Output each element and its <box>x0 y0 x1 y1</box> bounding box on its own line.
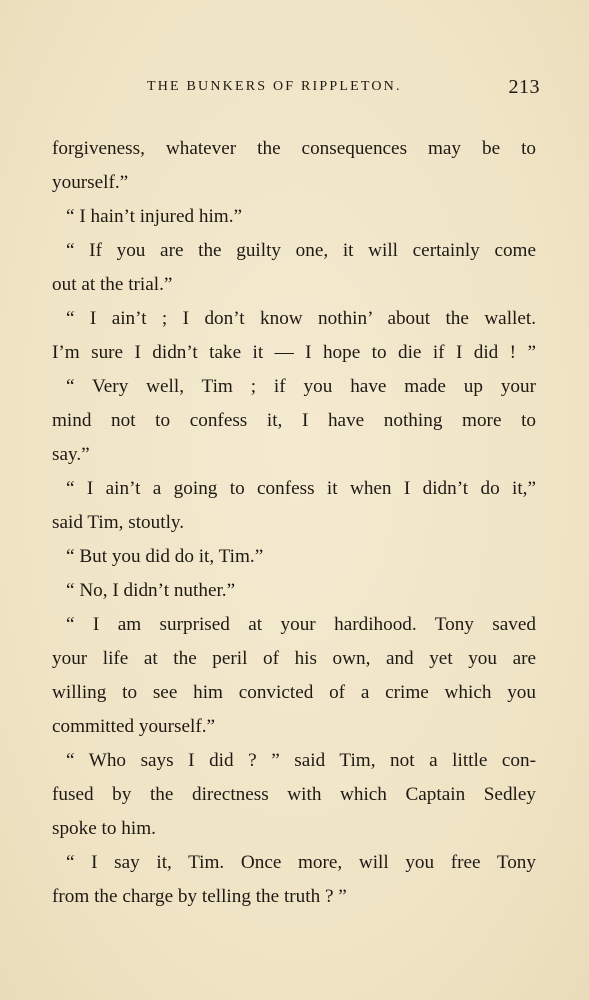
text-line: “ I am surprised at your hardihood. Tony saved <box>66 614 536 635</box>
text-line: from the charge by telling the truth ? ” <box>52 886 347 907</box>
text-line: “ Who says I did ? ” said Tim, not a little con- <box>66 750 536 771</box>
text-line: willing to see him convicted of a crime which you <box>52 682 536 703</box>
text-line: “ I ain’t ; I don’t know nothin’ about the wallet. <box>66 308 536 329</box>
page-header <box>52 76 540 106</box>
text-line: fused by the directness with which Captain Sedley <box>52 784 536 805</box>
page-number: 213 <box>508 76 540 98</box>
text-line: “ But you did do it, Tim.” <box>66 546 264 567</box>
body-text <box>52 132 536 914</box>
text-line: “ I ain’t a going to confess it when I didn’t do it,” <box>66 478 536 499</box>
text-line: “ If you are the guilty one, it will certainly come <box>66 240 536 261</box>
text-line: spoke to him. <box>52 818 156 839</box>
text-line: forgiveness, whatever the consequences may be to <box>52 138 536 159</box>
text-line: your life at the peril of his own, and yet you are <box>52 648 536 669</box>
text-line: said Tim, stoutly. <box>52 512 185 533</box>
text-line: say.” <box>52 444 90 465</box>
text-line: “ No, I didn’t nuther.” <box>66 580 236 601</box>
text-line: committed yourself.” <box>52 716 216 737</box>
text-line: out at the trial.” <box>52 274 173 295</box>
text-line: mind not to confess it, I have nothing more to <box>52 410 536 431</box>
text-line: I’m sure I didn’t take it — I hope to die if I did ! ” <box>52 342 536 363</box>
text-line: “ I hain’t injured him.” <box>66 206 243 227</box>
text-line: “ I say it, Tim. Once more, will you free Tony <box>66 852 536 873</box>
text-line: yourself.” <box>52 172 129 193</box>
running-title: THE BUNKERS OF RIPPLETON. <box>147 79 402 94</box>
text-line: “ Very well, Tim ; if you have made up your <box>66 376 536 397</box>
